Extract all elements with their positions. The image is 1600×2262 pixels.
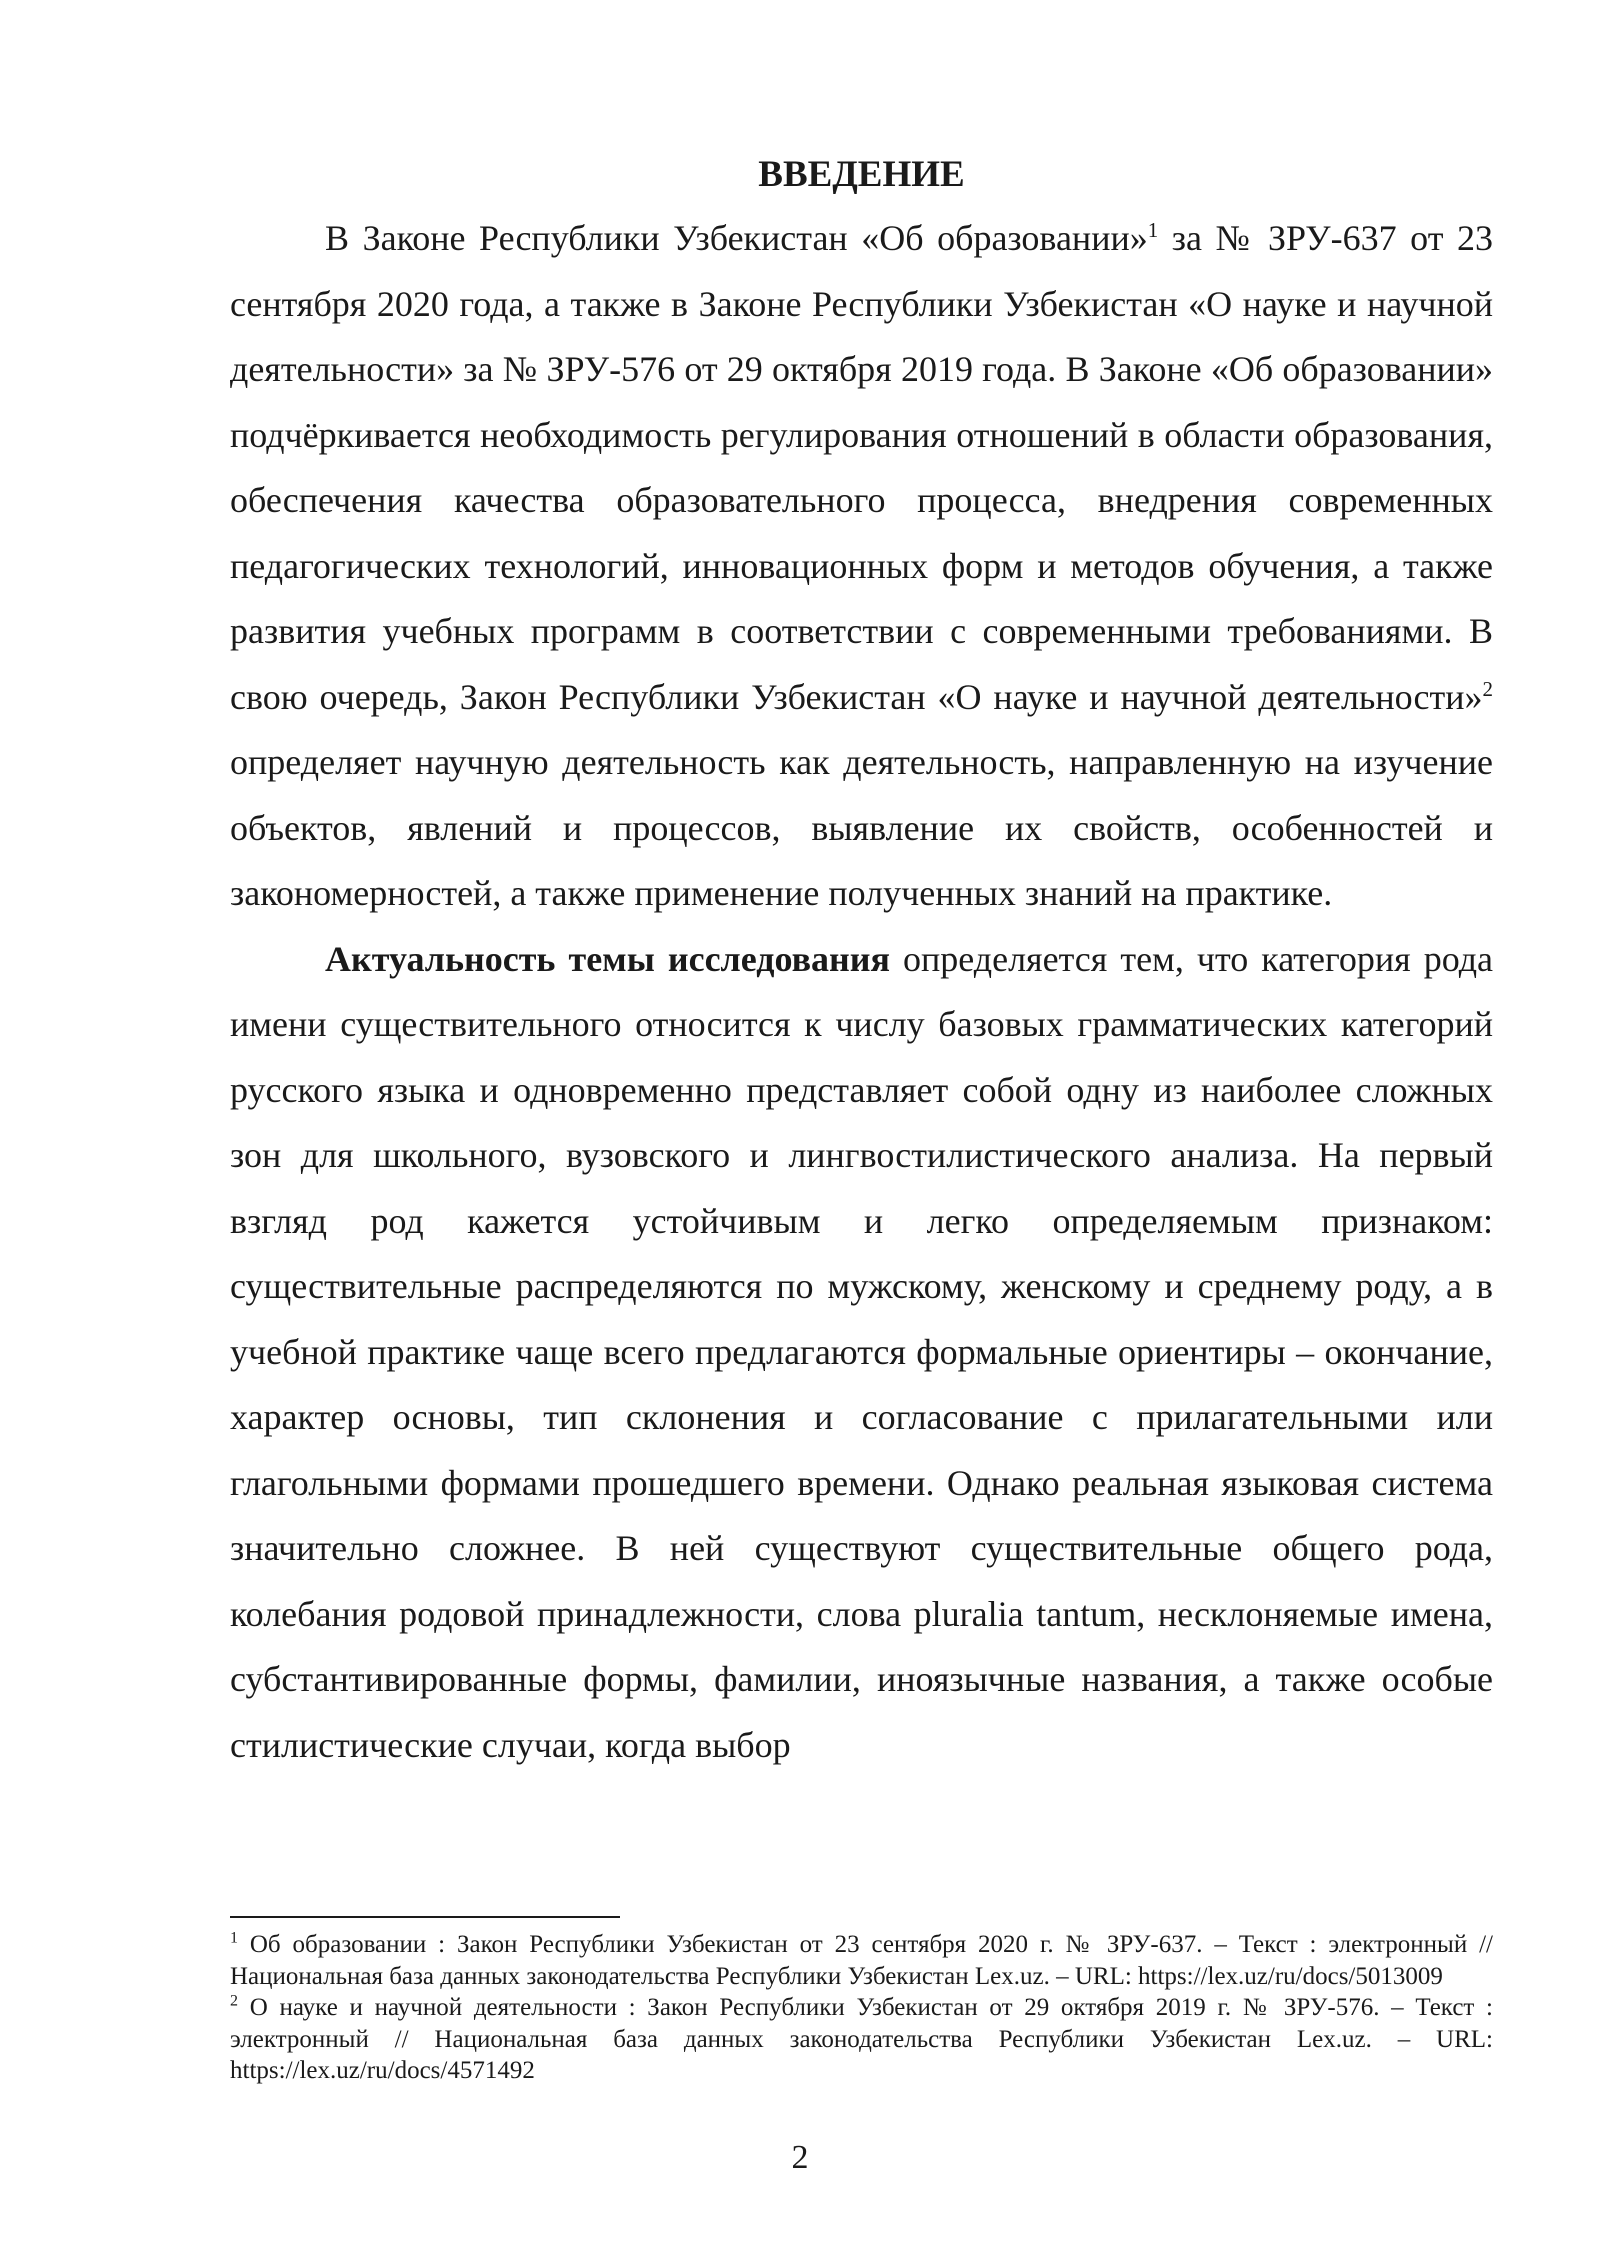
page-number: 2 [791, 2139, 809, 2176]
footnote-number-2: 2 [230, 1992, 238, 2010]
relevance-text: определяется тем, что категория рода имени существительного относится к числу базовых грамматических категорий русского языка и одновременно представляет собой одну из наиболее сложных зон для школьного, вузовского и лингвостилистического анализа. На первый взгляд род кажется устойчивым и легко определяемым признаком: существительные распределяются по мужскому, женскому и среднему роду, а в учебной практике чаще всего предлагаются формальные ориентиры – окончание, характер основы, тип склонения и согласование с прилагательными или глагольными формами прошедшего времени. Однако реальная языковая система значительно сложнее. В ней существуют существительные общего рода, колебания родовой принадлежности, слова pluralia tantum, несклоняемые имена, субстантивированные формы, фамилии, иноязычные названия, а также особые стилистические случаи, когда выбор [230, 938, 1493, 1765]
paragraph-laws-text-3: определяет научную деятельность как деятельность, направленную на изучение объектов, явлений и процессов, выявление их свойств, особенностей и закономерностей, а также применение полученных знаний на практике. [230, 742, 1493, 913]
paragraph-relevance [230, 927, 1493, 1779]
footnote-2 [230, 1992, 1493, 2087]
paragraph-laws [230, 206, 1493, 927]
footnote-text-1: Об образовании : Закон Республики Узбекистан от 23 сентября 2020 г. № ЗРУ-637. – Текст : электронный // Национальная база данных законодательства Республики Узбекистан Lex.uz. – URL: https://lex.uz/ru/docs/5013009 [230, 1931, 1493, 1990]
footnote-1 [230, 1929, 1493, 1992]
paragraph-laws-text-2: за № ЗРУ-637 от 23 сентября 2020 года, а также в Законе Республики Узбекистан «О науке и научной деятельности» за № ЗРУ-576 от 29 октября 2019 года. В Законе «Об образовании» подчёркивается необходимость регулирования отношений в области образования, обеспечения качества образовательного процесса, внедрения современных педагогических технологий, инновационных форм и методов обучения, а также развития учебных программ в соответствии с современными требованиями. В свою очередь, Закон Республики Узбекистан «О науке и научной деятельности» [230, 218, 1493, 717]
footnote-text-2: О науке и научной деятельности : Закон Республики Узбекистан от 29 октября 2019 г. № ЗРУ-576. – Текст : электронный // Национальная база данных законодательства Республики Узбекистан Lex.uz. – URL: https://lex.uz/ru/docs/4571492 [230, 1994, 1493, 2084]
section-heading: ВВЕДЕНИЕ [758, 154, 965, 195]
footnote-ref-2[interactable]: 2 [1482, 676, 1493, 701]
footnote-separator [230, 1916, 620, 1918]
footnotes [230, 1929, 1493, 2087]
main-text [230, 150, 1493, 1778]
footnote-number-1: 1 [230, 1929, 238, 1947]
paragraph-laws-text-1: В Законе Республики Узбекистан «Об образовании» [325, 218, 1148, 258]
footnote-ref-1[interactable]: 1 [1147, 218, 1159, 242]
relevance-lead: Актуальность темы исследования [325, 938, 890, 979]
